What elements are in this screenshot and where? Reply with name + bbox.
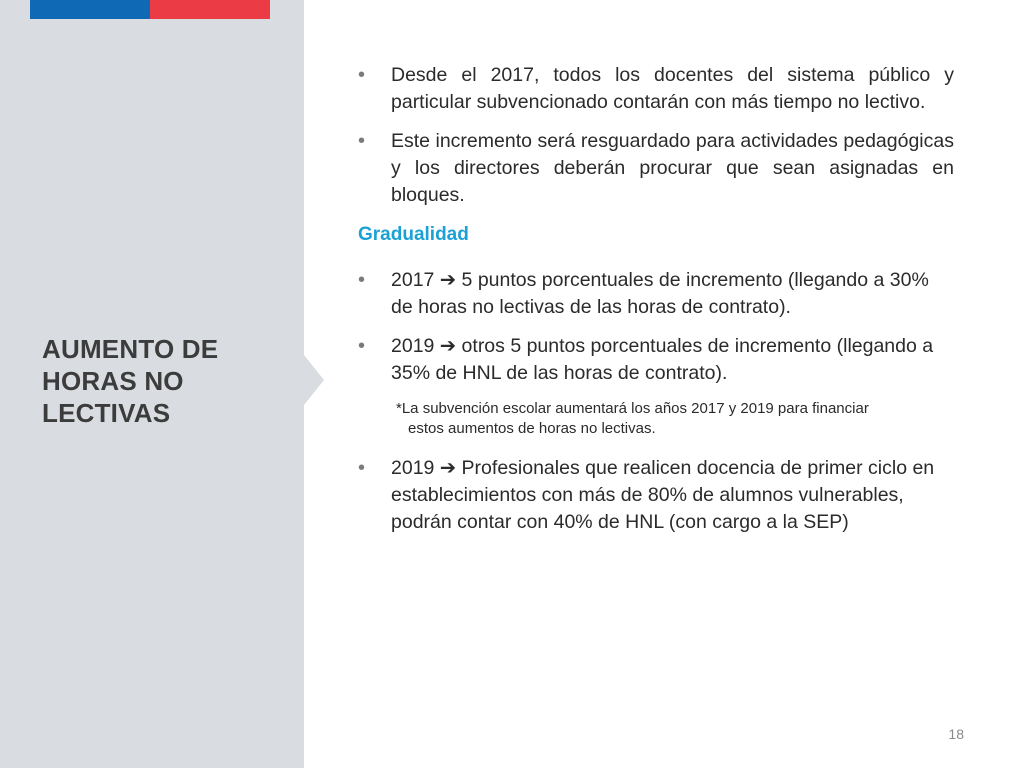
subheading-gradualidad: Gradualidad — [358, 224, 469, 245]
bullet-item — [358, 62, 954, 116]
bullet-icon: • — [358, 130, 366, 152]
page-number: 18 — [948, 726, 964, 742]
footnote — [396, 399, 954, 439]
flag-bar — [30, 0, 270, 19]
bullet-text: Este incremento será resguardado para actividades pedagógicas y los directores deberán procurar que sean asignadas en bloques. — [391, 130, 954, 206]
bullet-item — [358, 333, 954, 387]
flag-blue-stripe — [30, 0, 150, 19]
bullet-item — [358, 128, 954, 209]
bullet-text: 2019 ➔ otros 5 puntos porcentuales de incremento (llegando a 35% de HNL de las horas de contrato). — [391, 335, 934, 384]
footnote-line: *La subvención escolar aumentará los años 2017 y 2019 para financiar — [396, 400, 869, 417]
flag-red-stripe — [150, 0, 270, 19]
sidebar-panel — [0, 0, 304, 768]
bullet-item — [358, 455, 954, 536]
bullet-icon: • — [358, 269, 366, 291]
bullet-text: 2019 ➔ Profesionales que realicen docencia de primer ciclo en establecimientos con más de 80% de alumnos vulnerables, podrán contar con 40% de HNL (con cargo a la SEP) — [391, 457, 935, 533]
bullet-text: Desde el 2017, todos los docentes del sistema público y particular subvencionado contarán con más tiempo no lectivo. — [391, 64, 954, 113]
bullet-icon: • — [358, 64, 366, 86]
bullet-text: 2017 ➔ 5 puntos porcentuales de incremento (llegando a 30% de horas no lectivas de las horas de contrato). — [391, 269, 929, 318]
footnote-line: estos aumentos de horas no lectivas. — [408, 420, 656, 437]
bullet-item — [358, 267, 954, 321]
bullet-icon: • — [358, 457, 366, 479]
content-area — [358, 62, 954, 536]
bullet-icon: • — [358, 335, 366, 357]
section-title: AUMENTO DE HORAS NO LECTIVAS — [42, 334, 219, 428]
sidebar-arrow-pointer — [304, 355, 324, 405]
